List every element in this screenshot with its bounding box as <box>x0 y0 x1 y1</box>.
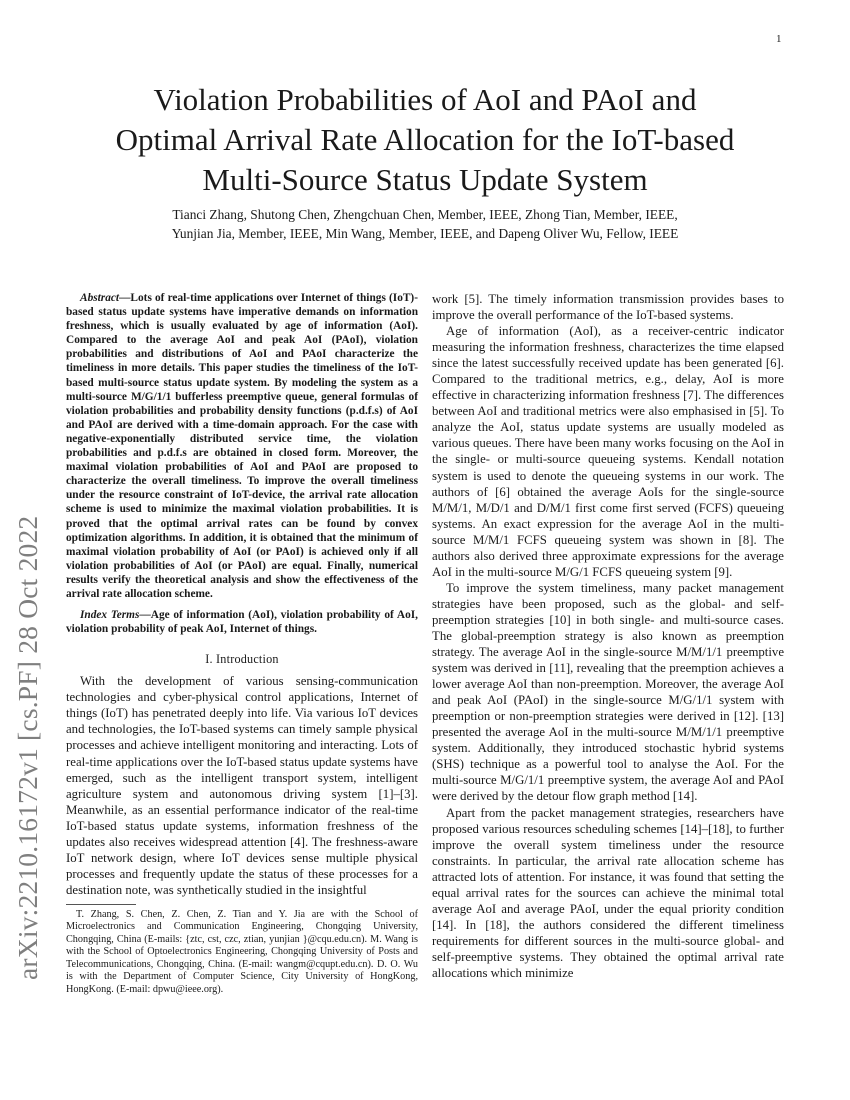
author-list <box>70 205 780 243</box>
index-terms <box>66 608 418 636</box>
page-number: 1 <box>776 33 782 45</box>
arxiv-side-stamp: arXiv:2210.16172v1 [cs.PF] 28 Oct 2022 <box>12 515 43 980</box>
right-column <box>432 291 784 981</box>
index-terms-text: —Age of information (AoI), violation probability of AoI, violation probability of peak AoI, Internet of things. <box>66 609 418 636</box>
body-paragraph: To improve the system timeliness, many packet management strategies have been proposed, such as the global- and self-preemption strategies [10] in both single- and multi-source cases. The global-preemption strategy is also known as preemption strategy. The average AoI in the single-source M/M/1/1 preemptive system was derived in [11], revealing that the preemption achieves a lower average AoI than non-preemption. Moreover, the average AoI and peak AoI (PAoI) in the single-source M/G/1/1 system with preemption or non-preemption strategies were derived in [12]. [13] presented the average AoI in the multi-source M/M/1/1 preemptive system. Additionally, they introduced stochastic hybrid systems (SHS) technique as a powerful tool to analyse the AoI. For the multi-source M/G/1/1 preemptive system, the average AoI and PAoI were derived by the detour flow graph method [14]. <box>432 580 784 804</box>
section-heading-introduction: I. Introduction <box>205 652 279 667</box>
title-line: Multi-Source Status Update System <box>202 162 648 197</box>
abstract-text: —Lots of real-time applications over Internet of things (IoT)-based status update systems have imperative demands on information freshness, which is usually evaluated by age of information (AoI). Compared to the average AoI and peak AoI (PAoI), violation probabilities and distributions of AoI and PAoI characterize the timeliness in more details. This paper studies the timeliness of the IoT-based multi-source status update system. By modeling the system as a multi-source M/G/1/1 bufferless preemptive queue, general formulas of violation probabilities and probability density functions (p.d.f.s) of AoI and PAoI are derived with a time-domain approach. For the case with negative-exponentially distributed service time, the violation probabilities and p.d.f.s are obtained in closed form. Moreover, the maximal violation probabilities of AoI and PAoI are proposed to characterize the overall timeliness. To improve the overall timeliness under the resource constraint of IoT-device, the arrival rate allocation scheme is used to minimize the maximal violation probabilities. It is proved that the optimal arrival rates can be found by convex optimization algorithms. In addition, it is obtained that the minimum of maximal violation probability of AoI (or PAoI) is achieved only if all violation probabilities of AoI (or PAoI) are equal. Finally, numerical results verify the theoretical analysis and show the effectiveness of the arrival rate allocation scheme. <box>66 292 418 600</box>
title-line: Violation Probabilities of AoI and PAoI and <box>153 82 697 117</box>
body-paragraph: work [5]. The timely information transmission provides bases to improve the overall performance of the IoT-based systems. <box>432 292 784 323</box>
title-line: Optimal Arrival Rate Allocation for the IoT-based <box>115 122 735 157</box>
index-terms-lead: Index Terms <box>80 609 140 622</box>
footnote-affiliations: T. Zhang, S. Chen, Z. Chen, Z. Tian and Y. Jia are with the School of Microelectronics and Communication Engineering, Chongqing University, Chongqing, China (E-mails: {ztc, cst, czc, ztian, yunjian }@cqu.edu.cn). M. Wang is with the School of Optoelectronics Engineering, Chongqing University of Posts and Telecommunications, Chongqing, China. (E-mail: wangm@cqupt.edu.cn). D. O. Wu is with the Department of Computer Science, City University of HongKong, HongKong. (E-mail: dpwu@ieee.org). <box>66 908 418 995</box>
author-line: Yunjian Jia, Member, IEEE, Min Wang, Member, IEEE, and Dapeng Oliver Wu, Fellow, IEEE <box>171 226 679 241</box>
body-paragraph: Age of information (AoI), as a receiver-centric indicator measuring the information freshness, characterizes the time elapsed since the latest successfully received update has been generated [6]. Compared to the traditional metrics, e.g., delay, AoI is more effective in characterizing information freshness [7]. The differences between AoI and traditional metrics were also emphasised in [5]. To analyze the AoI, status update systems are usually modeled as various queues. There have been many works focusing on the AoI in the single- or multi-source queueing systems. Kendall notation system is used to denote the queueing systems in our work. The authors of [6] obtained the average AoIs for the single-source M/M/1, M/D/1 and D/M/1 first come first served (FCFS) queueing systems. An exact expression for the average AoI in the multi-source M/M/1 FCFS queueing system was shown in [8]. The authors also derived three approximate expressions for the average AoI in the multi-source M/G/1 FCFS queueing system [9]. <box>432 324 784 579</box>
body-paragraph: With the development of various sensing-communication technologies and cyber-physical control applications, Internet of things (IoT) has penetrated deeply into life. Via various IoT devices and technologies, the IoT-based systems can timely sample physical processes and achieve intelligent monitoring and interacting. Lots of real-time applications over the IoT-based status update systems have emerged, such as the intelligent transport system, intelligent agriculture system and autonomous driving system [1]–[3]. Meanwhile, as an essential performance indicator of the real-time IoT-based status update systems, information freshness of the updates also receives widespread attention [4]. The freshness-aware IoT network design, where IoT devices sense multiple physical processes and frequently update the status of these processes for a destination note, was synthetically studied in the insightful <box>66 674 418 897</box>
left-column <box>66 291 418 996</box>
body-paragraph: Apart from the packet management strategies, researchers have proposed various resources scheduling schemes [14]–[18], to further improve the overall system timeliness under the resource constraints. In particular, the arrival rate allocation scheme has attracted lots of attention. For instance, it was found that setting the equal arrival rates for the sources can achieve the minimal total average AoI and average PAoI, under the equal priority condition [14]. In [18], the authors considered the different timeliness requirements for different sources in the multi-source global- and self-preemptive systems. They obtained the optimal arrival rate allocations which minimize <box>432 805 784 980</box>
abstract-lead: Abstract <box>80 292 120 304</box>
author-line: Tianci Zhang, Shutong Chen, Zhengchuan Chen, Member, IEEE, Zhong Tian, Member, IEEE, <box>172 207 678 222</box>
abstract <box>66 291 418 601</box>
paper-title <box>70 80 780 200</box>
footnote-divider <box>66 904 136 905</box>
